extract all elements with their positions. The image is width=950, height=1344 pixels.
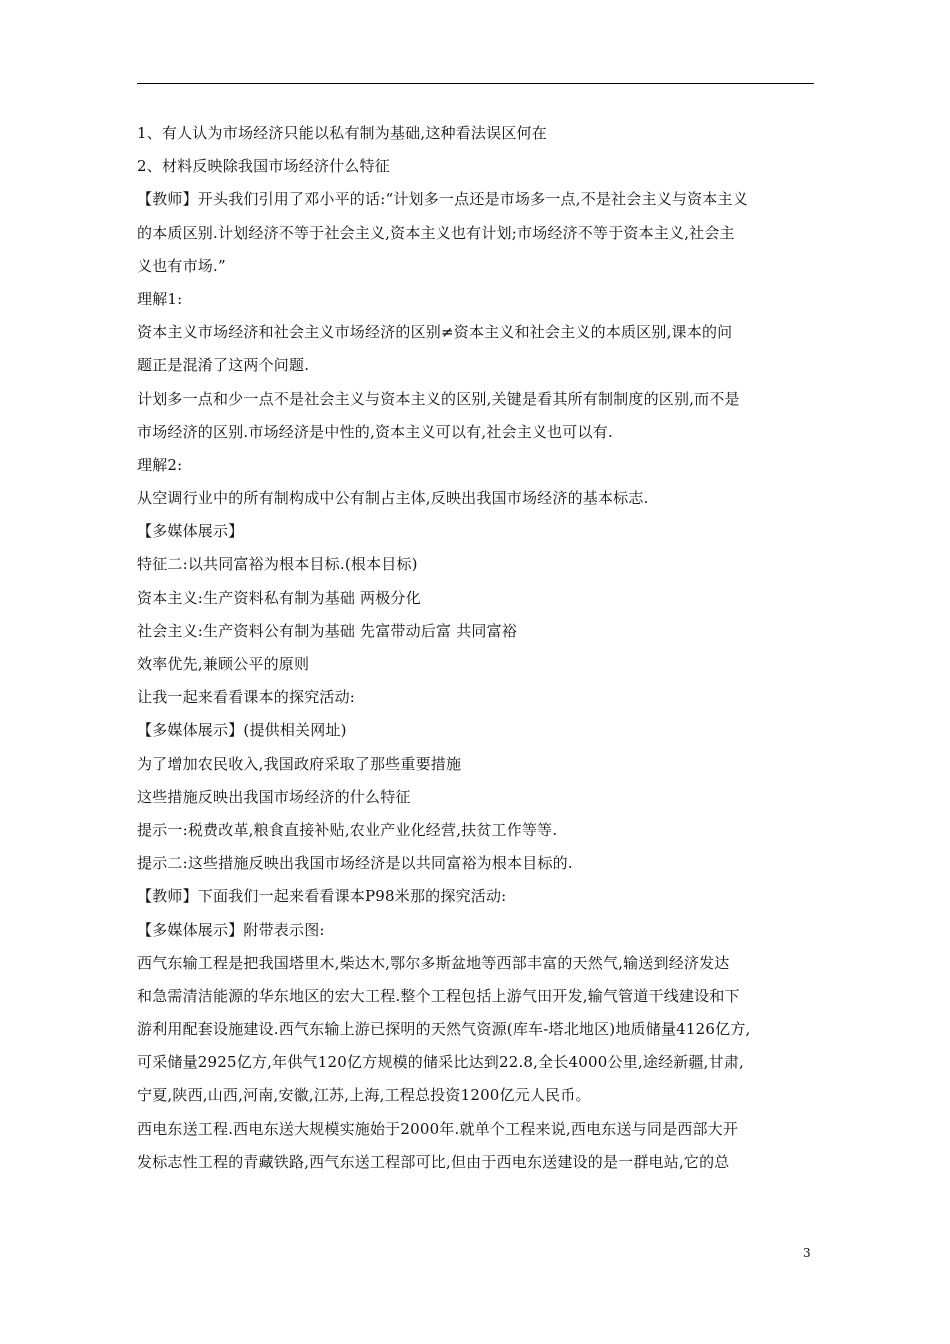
text-line: 游利用配套设施建设.西气东输上游已探明的天然气资源(库车-塔北地区)地质储量4126亿方,: [137, 1020, 751, 1039]
text-line: 1、有人认为市场经济只能以私有制为基础,这种看法误区何在: [137, 124, 547, 142]
text-line: 特征二:以共同富裕为根本目标.(根本目标): [137, 555, 418, 574]
text-line: 【多媒体展示】: [137, 522, 244, 541]
text-line: 题正是混淆了这两个问题.: [137, 356, 310, 375]
text-line: 社会主义:生产资料公有制为基础 先富带动后富 共同富裕: [137, 621, 517, 640]
text-line: 提示二:这些措施反映出我国市场经济是以共同富裕为根本目标的.: [137, 854, 573, 873]
text-line: 理解2:: [137, 455, 183, 474]
document-body: [137, 117, 817, 1179]
page-number: 3: [803, 1246, 811, 1260]
text-line: 2、材料反映除我国市场经济什么特征: [137, 157, 390, 176]
text-line: 提示一:税费改革,粮食直接补贴,农业产业化经营,扶贫工作等等.: [137, 820, 558, 839]
text-line: 【多媒体展示】(提供相关网址): [137, 721, 347, 740]
text-line: 可采储量2925亿方,年供气120亿方规模的储采比达到22.8,全长4000公里,途经新疆,甘肃,: [137, 1053, 745, 1072]
text-line: 效率优先,兼顾公平的原则: [137, 655, 310, 673]
text-line: 义也有市场.”: [137, 256, 226, 275]
text-line: 和急需清洁能源的华东地区的宏大工程.整个工程包括上游气田开发,输气管道干线建设和下: [137, 986, 740, 1005]
text-line: 理解1:: [137, 289, 183, 308]
text-line: 让我一起来看看课本的探究活动:: [137, 688, 356, 707]
text-line: 宁夏,陕西,山西,河南,安徽,江苏,上海,工程总投资1200亿元人民币。: [137, 1086, 591, 1105]
text-line: 资本主义市场经济和社会主义市场经济的区别≠资本主义和社会主义的本质区别,课本的问: [137, 323, 733, 342]
text-line: 这些措施反映出我国市场经济的什么特征: [137, 787, 411, 806]
text-line: 【教师】下面我们一起来看看课本P98米那的探究活动:: [137, 887, 507, 906]
text-line: 计划多一点和少一点不是社会主义与资本主义的区别,关键是看其所有制制度的区别,而不是: [137, 389, 740, 408]
text-line: 西电东送工程.西电东送大规模实施始于2000年.就单个工程来说,西电东送与同是西部大开: [137, 1119, 739, 1138]
text-line: 发标志性工程的青藏铁路,西气东送工程部可比,但由于西电东送建设的是一群电站,它的总: [137, 1152, 730, 1171]
text-line: 【多媒体展示】附带表示图:: [137, 920, 325, 939]
text-line: 【教师】开头我们引用了邓小平的话:“计划多一点还是市场多一点,不是社会主义与资本主义: [137, 190, 748, 209]
text-line: 市场经济的区别.市场经济是中性的,资本主义可以有,社会主义也可以有.: [137, 422, 613, 441]
text-line: 为了增加农民收入,我国政府采取了那些重要措施: [137, 754, 462, 773]
text-line: 资本主义:生产资料私有制为基础 两极分化: [137, 588, 421, 607]
text-line: 从空调行业中的所有制构成中公有制占主体,反映出我国市场经济的基本标志.: [137, 489, 649, 508]
text-line: 西气东输工程是把我国塔里木,柴达木,鄂尔多斯盆地等西部丰富的天然气,输送到经济发达: [137, 953, 730, 972]
text-line: 的本质区别.计划经济不等于社会主义,资本主义也有计划;市场经济不等于资本主义,社会主: [137, 223, 735, 242]
header-rule: [137, 83, 814, 84]
